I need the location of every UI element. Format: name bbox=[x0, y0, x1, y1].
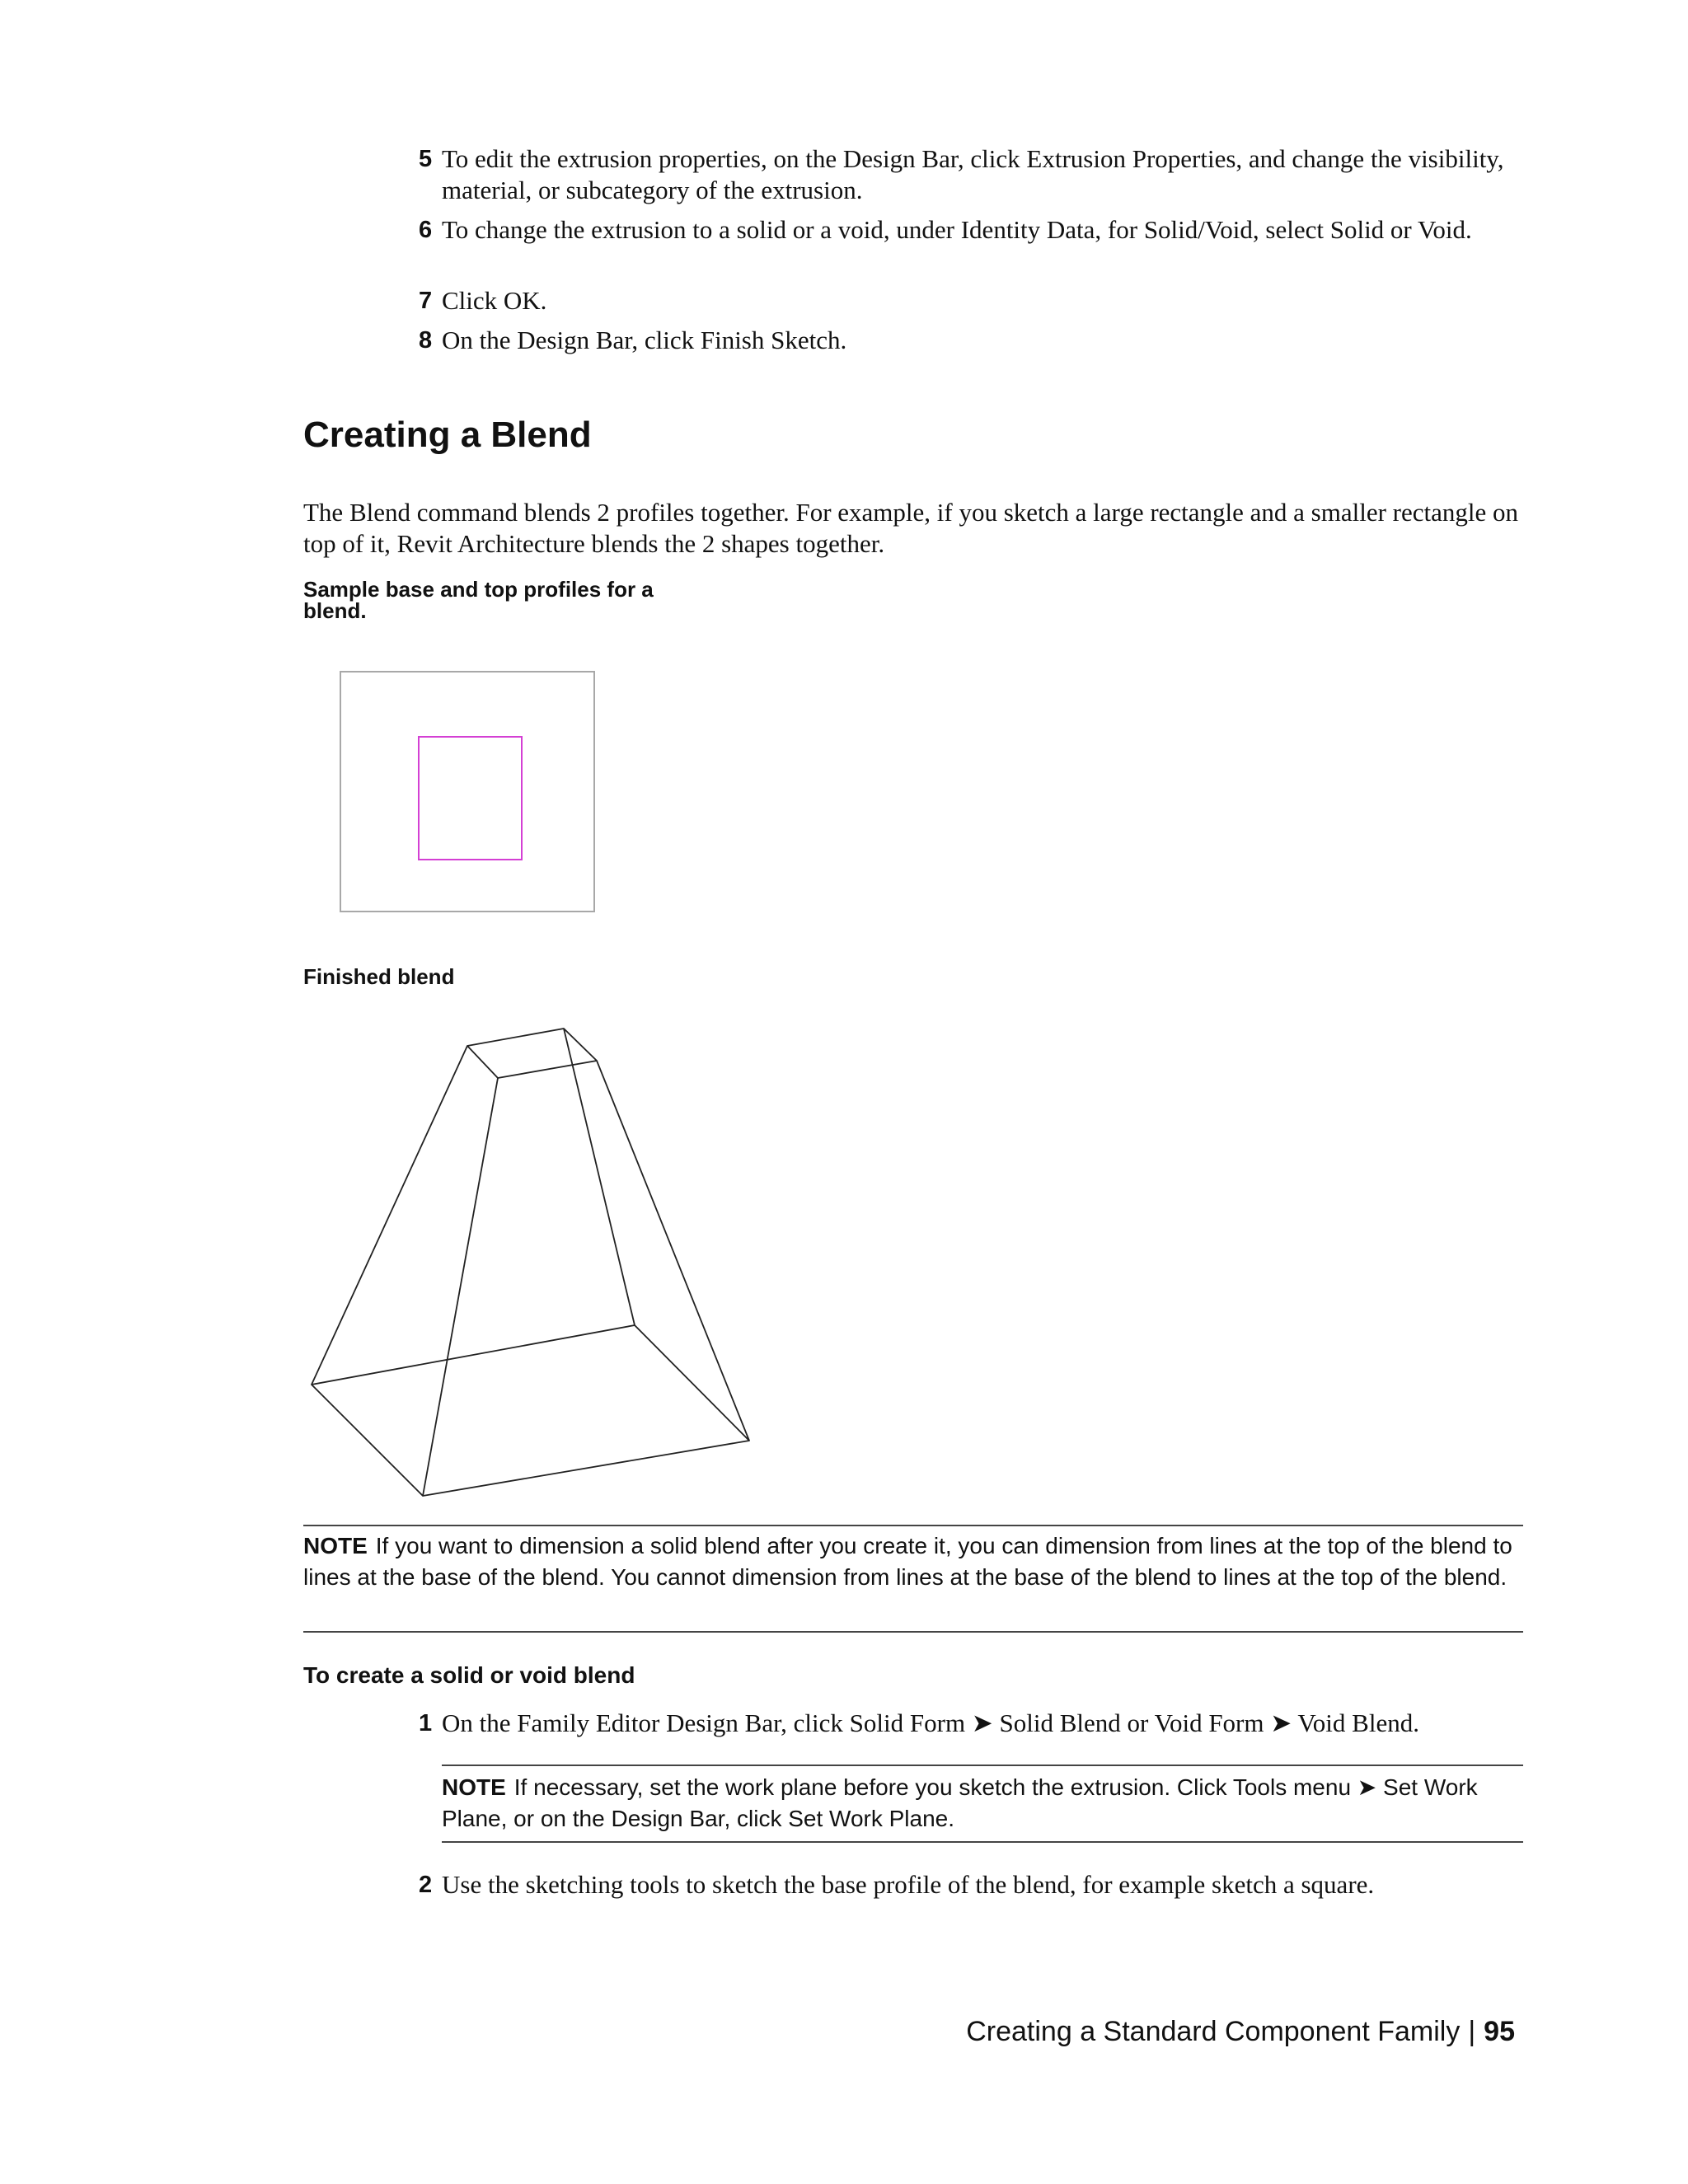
procedure-step-1 bbox=[419, 1708, 1523, 1739]
blend-edge bbox=[312, 1046, 467, 1385]
step-text: To change the extrusion to a solid or a void, under Identity Data, for Solid/Void, select Solid or Void. bbox=[442, 215, 1472, 244]
page-number: 95 bbox=[1484, 2016, 1515, 2047]
procedure-title: To create a solid or void blend bbox=[303, 1662, 635, 1688]
footer-chapter-title: Creating a Standard Component Family bbox=[966, 2016, 1461, 2047]
blend-edge bbox=[597, 1061, 749, 1441]
step-text: Click OK. bbox=[442, 286, 547, 315]
section-intro: The Blend command blends 2 profiles together. For example, if you sketch a large rectangle and a smaller rectangle on top of it, Revit Architecture blends the 2 shapes together. bbox=[303, 498, 1519, 558]
blend-base-face bbox=[312, 1325, 749, 1496]
step-number: 2 bbox=[419, 1872, 433, 1898]
step-number: 7 bbox=[419, 288, 433, 314]
note-rule-bottom bbox=[303, 1631, 1523, 1633]
blend-wireframe bbox=[312, 1029, 749, 1496]
section-title: Creating a Blend bbox=[303, 415, 592, 455]
inner-note-rule-top bbox=[442, 1765, 1523, 1766]
note-label: NOTE bbox=[442, 1774, 506, 1800]
note-label: NOTE bbox=[303, 1533, 368, 1558]
step-number: 6 bbox=[419, 217, 433, 243]
step-text: On the Family Editor Design Bar, click Solid Form ➤ Solid Blend or Void Form ➤ Void Blend. bbox=[442, 1708, 1419, 1737]
blend-top-face bbox=[467, 1029, 597, 1078]
page-footer bbox=[966, 2013, 1515, 2050]
step-5 bbox=[419, 143, 1523, 206]
profiles-figure bbox=[338, 668, 606, 915]
step-8 bbox=[419, 325, 1523, 356]
note-dimension-blend bbox=[303, 1530, 1523, 1593]
step-text: Use the sketching tools to sketch the base profile of the blend, for example sketch a square. bbox=[442, 1870, 1375, 1899]
step-number: 5 bbox=[419, 146, 433, 172]
step-6 bbox=[419, 214, 1523, 246]
note-text: If you want to dimension a solid blend after you create it, you can dimension from lines at the top of the blend to lines at the base of the blend. You cannot dimension from lines at the base of the blend to lines at the top of the blend. bbox=[303, 1533, 1512, 1590]
note-rule-top bbox=[303, 1525, 1523, 1526]
finished-blend-figure bbox=[297, 1014, 758, 1508]
blend-edge bbox=[423, 1078, 498, 1496]
note-work-plane bbox=[442, 1772, 1523, 1835]
inner-note-rule-bottom bbox=[442, 1841, 1523, 1843]
blend-caption: Finished blend bbox=[303, 964, 455, 989]
blend-edge bbox=[564, 1029, 635, 1325]
step-number: 8 bbox=[419, 327, 433, 354]
step-text: On the Design Bar, click Finish Sketch. bbox=[442, 326, 847, 354]
step-number: 1 bbox=[419, 1710, 433, 1736]
profiles-caption: Sample base and top profiles for a blend. bbox=[303, 577, 654, 623]
step-text: To edit the extrusion properties, on the Design Bar, click Extrusion Properties, and change the visibility, material, or subcategory of the extrusion. bbox=[442, 144, 1504, 204]
note-text: If necessary, set the work plane before you sketch the extrusion. Click Tools menu ➤ Set Work Plane, or on the Design Bar, click Set Work Plane. bbox=[442, 1774, 1478, 1831]
step-7 bbox=[419, 285, 1523, 316]
base-profile-rectangle bbox=[340, 672, 594, 912]
top-profile-rectangle bbox=[419, 737, 522, 860]
footer-separator: | bbox=[1468, 2016, 1476, 2047]
procedure-step-2 bbox=[419, 1869, 1523, 1900]
